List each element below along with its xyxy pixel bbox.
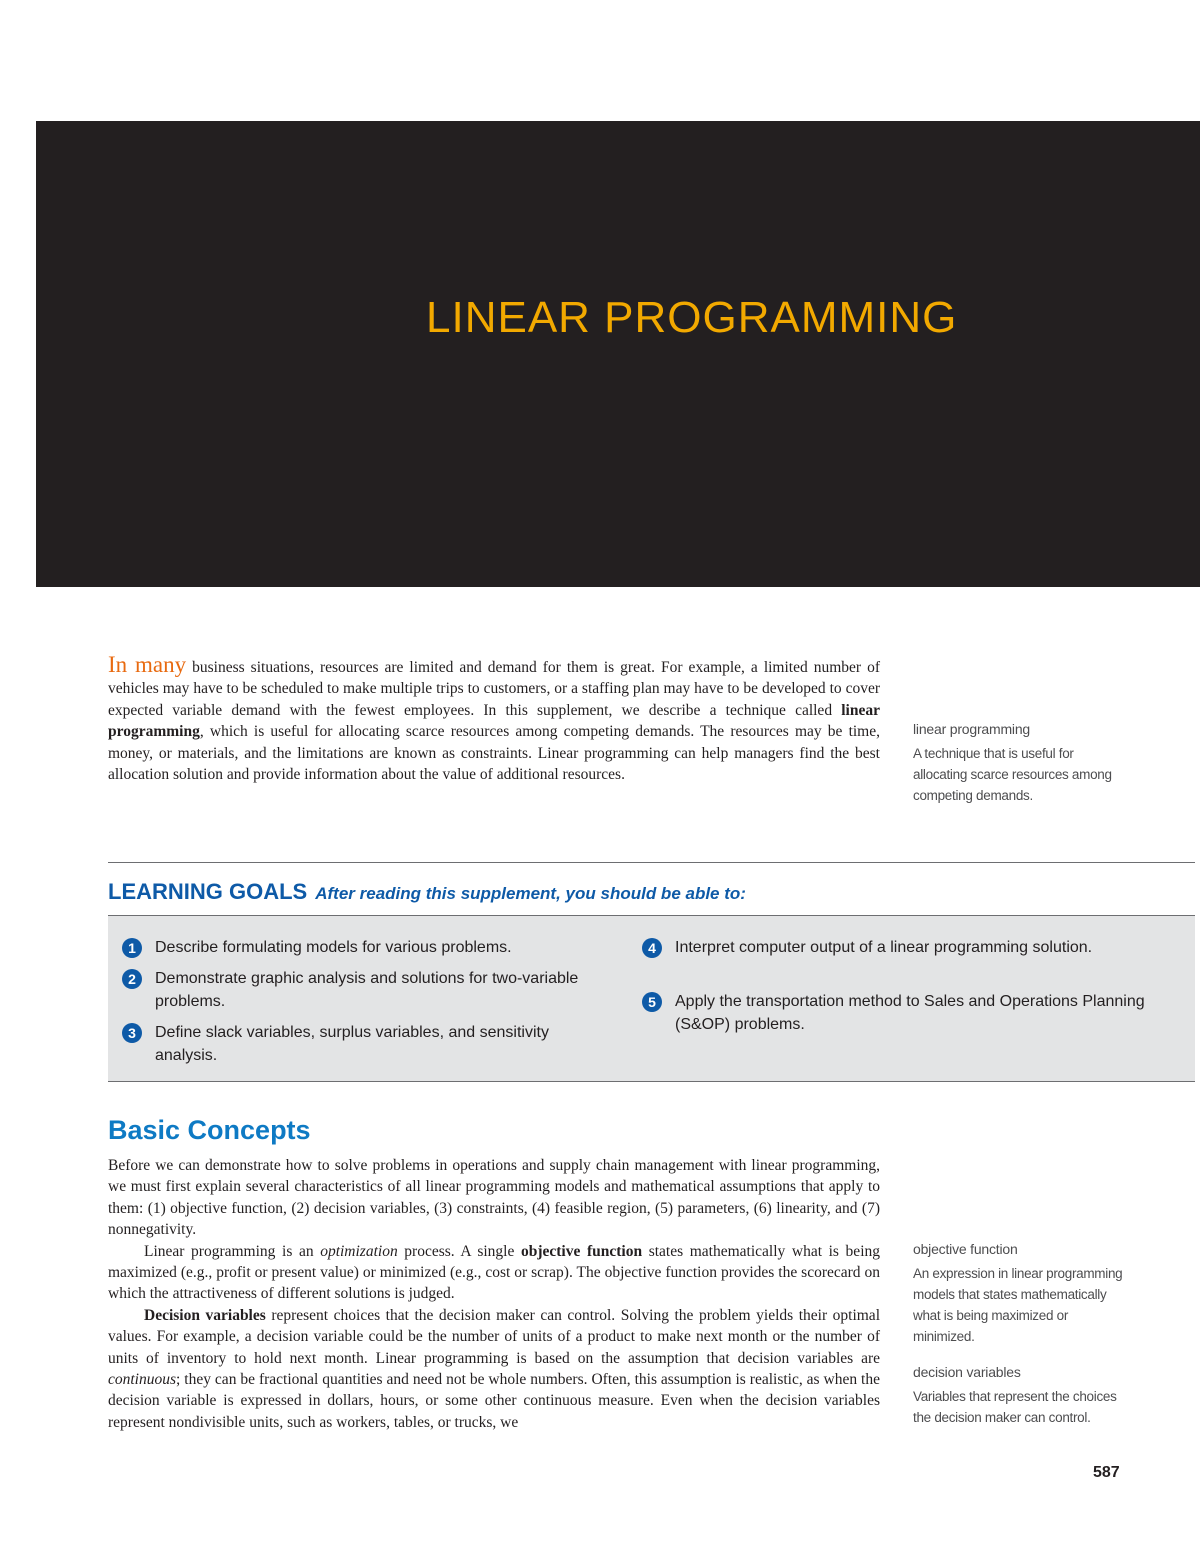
section-divider [108, 862, 1195, 863]
margin-definition: An expression in linear programming models that states mathematically what is being maximized or minimized. [913, 1266, 1123, 1344]
learning-goals-subtitle: After reading this supplement, you should be able to: [315, 884, 746, 903]
key-term: Decision variables [144, 1306, 266, 1324]
margin-note-linear-programming [913, 721, 1128, 806]
learning-goal-item [108, 967, 583, 1013]
chapter-title: LINEAR PROGRAMMING [426, 293, 958, 342]
goal-text: Apply the transportation method to Sales and Operations Planning (S&OP) problems. [675, 993, 1145, 1033]
margin-definition: A technique that is useful for allocating scarce resources among competing demands. [913, 746, 1112, 803]
basic-concepts-paragraph-3 [108, 1305, 880, 1433]
section-heading-basic-concepts: Basic Concepts [108, 1115, 311, 1145]
goal-text: Demonstrate graphic analysis and solutions for two-variable problems. [155, 970, 579, 1010]
margin-term: decision variables [913, 1364, 1021, 1380]
intro-text-1: business situations, resources are limited and demand for them is great. For example, a limited number of vehicles may have to be scheduled to make multiple trips to customers, or a staffing plan may have to be developed to cover expected variable demand with the fewest employees. In this supplement, we describe a technique called [108, 659, 880, 719]
paragraph-text: ; they can be fractional quantities and need not be whole numbers. Often, this assumption is realistic, as when the decision variable is expressed in dollars, hours, or some other continuous measure. Even when the decision variables represent nondivisible units, such as workers, tables, or trucks, we [108, 1371, 880, 1431]
goal-number-badge: 2 [122, 969, 142, 989]
learning-goal-item [628, 990, 1148, 1036]
emphasis-text: continuous [108, 1371, 177, 1389]
key-term: objective function [520, 1242, 643, 1260]
basic-concepts-paragraph-1: Before we can demonstrate how to solve problems in operations and supply chain management with linear programming, we must first explain several characteristics of all linear programming models and mathematical assumptions that apply to them: (1) objective function, (2) decision variables, (3) constraints, (4) feasible region, (5) parameters, (6) linearity, and (7) nonnegativity. [108, 1157, 880, 1239]
intro-text-2: , which is useful for allocating scarce resources among competing demands. The resources may be time, money, or materials, and the limitations are known as constraints. Linear programming can help managers find the best allocation solution and provide information about the value of additional resources. [108, 723, 880, 784]
intro-key-term: linear programming [108, 701, 880, 741]
emphasis-text: optimization [320, 1242, 398, 1260]
learning-goal-item [108, 936, 598, 959]
paragraph-text: process. A single [397, 1242, 521, 1260]
learning-goals-title: LEARNING GOALS [108, 879, 308, 904]
margin-term: linear programming [913, 721, 1031, 737]
page-number: 587 [1093, 1464, 1120, 1481]
paragraph-text: Linear programming is an [144, 1242, 321, 1260]
goal-text: Interpret computer output of a linear programming solution. [675, 939, 1093, 956]
goal-number-badge: 4 [642, 938, 662, 958]
goal-number-badge: 1 [122, 938, 142, 958]
learning-goal-item [108, 1021, 598, 1067]
margin-note-decision-variables [913, 1364, 1128, 1428]
margin-definition: Variables that represent the choices the decision maker can control. [913, 1389, 1117, 1425]
goal-text: Describe formulating models for various problems. [155, 939, 512, 956]
margin-term: objective function [913, 1241, 1018, 1257]
learning-goal-item [628, 936, 1118, 959]
goal-number-badge: 5 [642, 992, 662, 1012]
goal-number-badge: 3 [122, 1023, 142, 1043]
goal-text: Define slack variables, surplus variables, and sensitivity analysis. [155, 1024, 549, 1064]
basic-concepts-paragraph-2 [108, 1241, 880, 1305]
chapter-header-band [36, 121, 1200, 587]
intro-paragraph [108, 654, 880, 785]
learning-goals-box [108, 915, 1195, 1082]
paragraph-text: represent choices that the decision maker can control. Solving the problem yields their optimal values. For example, a decision variable could be the number of units of a product to make next month or the number of units of inventory to hold next month. Linear programming is based on the assumption that decision variables are [108, 1306, 880, 1367]
margin-note-objective-function [913, 1241, 1128, 1347]
basic-concepts-body [108, 1155, 880, 1433]
learning-goals-heading [108, 878, 746, 906]
intro-lead-in: In many [108, 652, 187, 677]
paragraph-text: states mathematically what is being maximized (e.g., profit or present value) or minimized (e.g., cost or scrap). The objective function provides the scorecard on which the attractiveness of different solutions is judged. [108, 1242, 880, 1303]
